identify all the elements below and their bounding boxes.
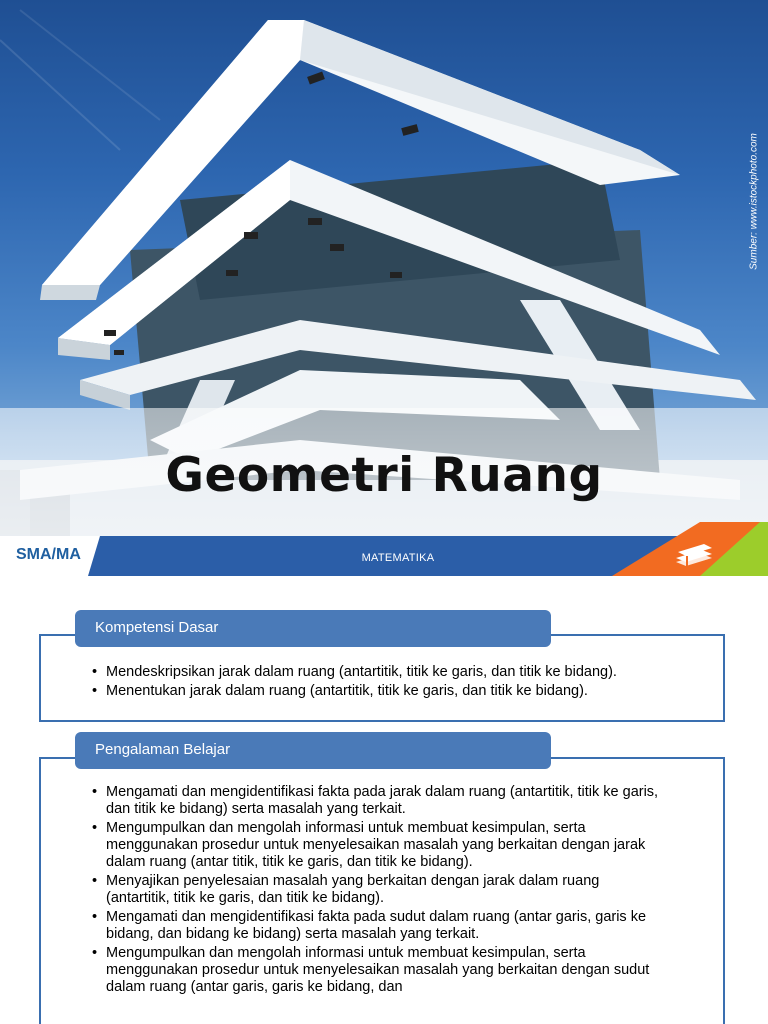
list-item: • Mendeskripsikan jarak dalam ruang (antartitik, titik ke garis, dan titik ke bidang). (90, 664, 680, 681)
list-item: • Mengamati dan mengidentifikasi fakta pada sudut dalam ruang (antar garis, garis ke bidang, dan bidang ke bidang) serta masalah yang terkait. (90, 909, 660, 943)
slide-title: Geometri Ruang (165, 448, 603, 503)
level-label: SMA/MA (16, 546, 81, 563)
list-item: • Mengamati dan mengidentifikasi fakta pada jarak dalam ruang (antartitik, titik ke garis, dan titik ke bidang) serta masalah yang terkait. (90, 784, 660, 818)
kompetensi-list-viewport (90, 664, 680, 722)
list-item: • Menentukan jarak dalam ruang (antartitik, titik ke garis, dan titik ke bidang). (90, 683, 680, 700)
subject-label: MATEMATIKA (361, 552, 435, 564)
source-credit-area (740, 0, 764, 576)
pengalaman-list (90, 784, 660, 998)
list-item: • Mengumpulkan dan mengolah informasi untuk membuat kesimpulan, serta menggunakan prosedur untuk menyelesaikan masalah yang berkaitan dengan jarak dalam ruang (antar titik, titik ke garis, dan titik ke bidang). (90, 820, 660, 871)
kompetensi-list (90, 664, 680, 702)
list-item: • Mengumpulkan dan mengolah informasi untuk membuat kesimpulan, serta menggunakan prosedur untuk menyelesaikan masalah yang berkaitan dengan sudut dalam ruang (antar garis, garis ke bidang, dan (90, 945, 660, 996)
source-credit: Sumber: www.istockphoto.com (748, 133, 760, 270)
pengalaman-header: Pengalaman Belajar (75, 732, 551, 769)
list-item: • Menyajikan penyelesaian masalah yang berkaitan dengan jarak dalam ruang (antartitik, titik ke garis, dan titik ke bidang). (90, 873, 660, 907)
kompetensi-header: Kompetensi Dasar (75, 610, 551, 647)
book-stack-icon (672, 540, 714, 570)
